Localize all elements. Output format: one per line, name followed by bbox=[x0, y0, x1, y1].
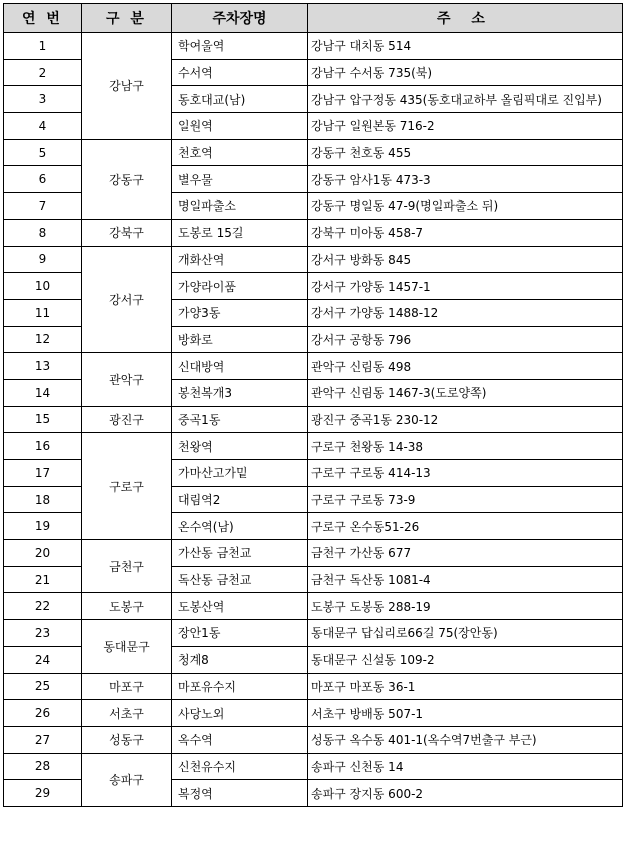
header-address: 주 소 bbox=[308, 4, 623, 33]
address-cell: 금천구 가산동 677 bbox=[308, 540, 623, 567]
row-number: 3 bbox=[4, 86, 82, 113]
address-cell: 강남구 압구정동 435(동호대교하부 올림픽대로 진입부) bbox=[308, 86, 623, 113]
row-number: 14 bbox=[4, 379, 82, 406]
row-number: 5 bbox=[4, 139, 82, 166]
address-cell: 마포구 마포동 36-1 bbox=[308, 673, 623, 700]
district-cell: 강북구 bbox=[82, 219, 172, 246]
parking-lot-table-sheet bbox=[3, 3, 622, 807]
address-cell: 강남구 수서동 735(북) bbox=[308, 59, 623, 86]
lot-name-cell: 학여울역 bbox=[172, 33, 308, 60]
lot-name-cell: 별우물 bbox=[172, 166, 308, 193]
lot-name-cell: 옥수역 bbox=[172, 726, 308, 753]
lot-name-cell: 천호역 bbox=[172, 139, 308, 166]
row-number: 2 bbox=[4, 59, 82, 86]
table-row bbox=[4, 700, 623, 727]
header-row bbox=[4, 4, 623, 33]
address-cell: 송파구 신천동 14 bbox=[308, 753, 623, 780]
row-number: 29 bbox=[4, 780, 82, 807]
lot-name-cell: 사당노외 bbox=[172, 700, 308, 727]
lot-name-cell: 도봉산역 bbox=[172, 593, 308, 620]
lot-name-cell: 도봉로 15길 bbox=[172, 219, 308, 246]
address-cell: 성동구 옥수동 401-1(옥수역7번출구 부근) bbox=[308, 726, 623, 753]
address-cell: 동대문구 신설동 109-2 bbox=[308, 646, 623, 673]
district-cell: 관악구 bbox=[82, 353, 172, 406]
lot-name-cell: 방화로 bbox=[172, 326, 308, 353]
table-row bbox=[4, 753, 623, 780]
district-cell: 송파구 bbox=[82, 753, 172, 806]
row-number: 9 bbox=[4, 246, 82, 273]
district-cell: 강서구 bbox=[82, 246, 172, 353]
table-row bbox=[4, 726, 623, 753]
address-cell: 송파구 장지동 600-2 bbox=[308, 780, 623, 807]
address-cell: 강남구 일원본동 716-2 bbox=[308, 113, 623, 140]
table-body bbox=[4, 33, 623, 807]
lot-name-cell: 동호대교(남) bbox=[172, 86, 308, 113]
table-row bbox=[4, 353, 623, 380]
row-number: 19 bbox=[4, 513, 82, 540]
address-cell: 구로구 천왕동 14-38 bbox=[308, 433, 623, 460]
district-cell: 강동구 bbox=[82, 139, 172, 219]
address-cell: 구로구 구로동 73-9 bbox=[308, 486, 623, 513]
row-number: 20 bbox=[4, 540, 82, 567]
address-cell: 광진구 중곡1동 230-12 bbox=[308, 406, 623, 433]
address-cell: 도봉구 도봉동 288-19 bbox=[308, 593, 623, 620]
lot-name-cell: 신천유수지 bbox=[172, 753, 308, 780]
address-cell: 강서구 방화동 845 bbox=[308, 246, 623, 273]
lot-name-cell: 봉천복개3 bbox=[172, 379, 308, 406]
table-row bbox=[4, 540, 623, 567]
row-number: 27 bbox=[4, 726, 82, 753]
address-cell: 구로구 온수동51-26 bbox=[308, 513, 623, 540]
district-cell: 도봉구 bbox=[82, 593, 172, 620]
lot-name-cell: 마포유수지 bbox=[172, 673, 308, 700]
header-no: 연 번 bbox=[4, 4, 82, 33]
row-number: 10 bbox=[4, 273, 82, 300]
district-cell: 금천구 bbox=[82, 540, 172, 593]
lot-name-cell: 청계8 bbox=[172, 646, 308, 673]
row-number: 4 bbox=[4, 113, 82, 140]
district-cell: 동대문구 bbox=[82, 620, 172, 673]
row-number: 7 bbox=[4, 193, 82, 220]
row-number: 26 bbox=[4, 700, 82, 727]
row-number: 18 bbox=[4, 486, 82, 513]
table-row bbox=[4, 219, 623, 246]
address-cell: 강남구 대치동 514 bbox=[308, 33, 623, 60]
row-number: 6 bbox=[4, 166, 82, 193]
lot-name-cell: 천왕역 bbox=[172, 433, 308, 460]
lot-name-cell: 복정역 bbox=[172, 780, 308, 807]
district-cell: 강남구 bbox=[82, 33, 172, 140]
table-row bbox=[4, 593, 623, 620]
address-cell: 강북구 미아동 458-7 bbox=[308, 219, 623, 246]
address-cell: 동대문구 답십리로66길 75(장안동) bbox=[308, 620, 623, 647]
table-row bbox=[4, 246, 623, 273]
row-number: 28 bbox=[4, 753, 82, 780]
lot-name-cell: 장안1동 bbox=[172, 620, 308, 647]
address-cell: 강동구 암사1동 473-3 bbox=[308, 166, 623, 193]
lot-name-cell: 온수역(남) bbox=[172, 513, 308, 540]
address-cell: 강동구 천호동 455 bbox=[308, 139, 623, 166]
lot-name-cell: 명일파출소 bbox=[172, 193, 308, 220]
header-lot-name: 주차장명 bbox=[172, 4, 308, 33]
table-row bbox=[4, 33, 623, 60]
header-district: 구 분 bbox=[82, 4, 172, 33]
address-cell: 금천구 독산동 1081-4 bbox=[308, 566, 623, 593]
lot-name-cell: 가양3동 bbox=[172, 299, 308, 326]
row-number: 24 bbox=[4, 646, 82, 673]
lot-name-cell: 수서역 bbox=[172, 59, 308, 86]
lot-name-cell: 개화산역 bbox=[172, 246, 308, 273]
address-cell: 서초구 방배동 507-1 bbox=[308, 700, 623, 727]
address-cell: 강동구 명일동 47-9(명일파출소 뒤) bbox=[308, 193, 623, 220]
row-number: 12 bbox=[4, 326, 82, 353]
row-number: 16 bbox=[4, 433, 82, 460]
row-number: 23 bbox=[4, 620, 82, 647]
lot-name-cell: 독산동 금천교 bbox=[172, 566, 308, 593]
row-number: 22 bbox=[4, 593, 82, 620]
table-row bbox=[4, 139, 623, 166]
row-number: 1 bbox=[4, 33, 82, 60]
lot-name-cell: 가양라이품 bbox=[172, 273, 308, 300]
table-row bbox=[4, 620, 623, 647]
address-cell: 관악구 신림동 498 bbox=[308, 353, 623, 380]
address-cell: 강서구 가양동 1457-1 bbox=[308, 273, 623, 300]
row-number: 8 bbox=[4, 219, 82, 246]
parking-lot-table bbox=[3, 3, 623, 807]
table-row bbox=[4, 673, 623, 700]
district-cell: 마포구 bbox=[82, 673, 172, 700]
row-number: 17 bbox=[4, 460, 82, 487]
address-cell: 관악구 신림동 1467-3(도로양쪽) bbox=[308, 379, 623, 406]
lot-name-cell: 일원역 bbox=[172, 113, 308, 140]
address-cell: 구로구 구로동 414-13 bbox=[308, 460, 623, 487]
district-cell: 구로구 bbox=[82, 433, 172, 540]
address-cell: 강서구 가양동 1488-12 bbox=[308, 299, 623, 326]
table-row bbox=[4, 433, 623, 460]
district-cell: 광진구 bbox=[82, 406, 172, 433]
lot-name-cell: 가산동 금천교 bbox=[172, 540, 308, 567]
lot-name-cell: 신대방역 bbox=[172, 353, 308, 380]
lot-name-cell: 중곡1동 bbox=[172, 406, 308, 433]
row-number: 13 bbox=[4, 353, 82, 380]
lot-name-cell: 가마산고가밑 bbox=[172, 460, 308, 487]
table-row bbox=[4, 406, 623, 433]
district-cell: 성동구 bbox=[82, 726, 172, 753]
row-number: 21 bbox=[4, 566, 82, 593]
lot-name-cell: 대림역2 bbox=[172, 486, 308, 513]
row-number: 11 bbox=[4, 299, 82, 326]
row-number: 25 bbox=[4, 673, 82, 700]
district-cell: 서초구 bbox=[82, 700, 172, 727]
address-cell: 강서구 공항동 796 bbox=[308, 326, 623, 353]
row-number: 15 bbox=[4, 406, 82, 433]
